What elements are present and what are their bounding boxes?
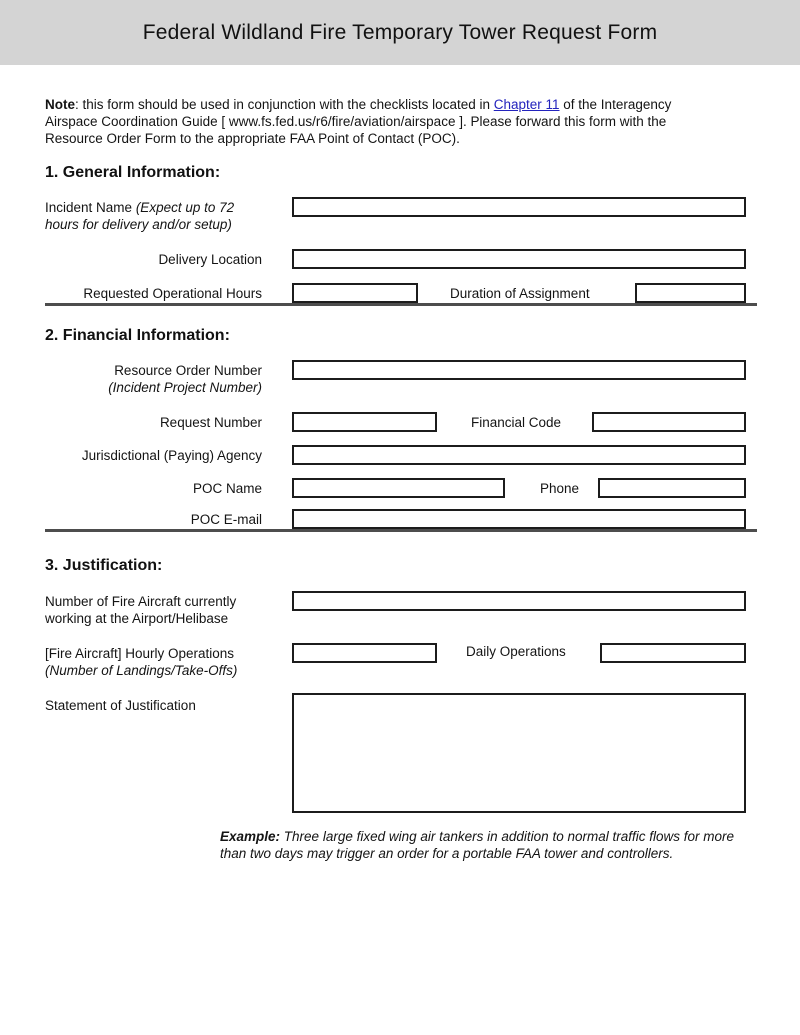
poc-name-label: POC Name xyxy=(192,480,262,496)
section-heading-justification: 3. Justification: xyxy=(45,557,163,574)
chapter-11-link[interactable]: Chapter 11 xyxy=(493,97,560,112)
jurisdictional-agency-label: Jurisdictional (Paying) Agency xyxy=(81,447,262,463)
hourly-operations-input[interactable] xyxy=(292,643,437,663)
field-row-poc-name xyxy=(45,478,746,498)
duration-label: Duration of Assignment xyxy=(450,285,590,301)
poc-email-input[interactable] xyxy=(292,509,746,529)
delivery-location-input[interactable] xyxy=(292,249,746,269)
note-label: Note xyxy=(45,97,75,112)
resource-order-input[interactable] xyxy=(292,360,746,380)
requested-hours-input[interactable] xyxy=(292,283,418,303)
example-paragraph xyxy=(220,828,746,862)
poc-name-input[interactable] xyxy=(292,478,505,498)
section-divider xyxy=(45,303,757,306)
example-label: Example: xyxy=(220,829,281,844)
section-divider xyxy=(45,529,757,532)
note-paragraph xyxy=(45,96,705,147)
daily-operations-input[interactable] xyxy=(600,643,746,663)
financial-code-input[interactable] xyxy=(592,412,746,432)
hourly-operations-label: [Fire Aircraft] Hourly Operations (Number of Landings/Take-Offs) xyxy=(45,646,238,678)
section-heading-general: 1. General Information: xyxy=(45,164,221,181)
field-row-statement xyxy=(45,693,746,813)
jurisdictional-agency-input[interactable] xyxy=(292,445,746,465)
example-text: Three large fixed wing air tankers in addition to normal traffic flows for more than two days may trigger an order for a portable FAA tower and controllers. xyxy=(220,829,734,861)
field-row-incident-name xyxy=(45,197,746,233)
statement-textarea[interactable] xyxy=(292,693,746,813)
phone-input[interactable] xyxy=(598,478,746,498)
field-row-request-number xyxy=(45,412,746,432)
financial-code-label: Financial Code xyxy=(471,414,562,430)
incident-name-input[interactable] xyxy=(292,197,746,217)
delivery-location-label: Delivery Location xyxy=(158,251,262,267)
note-text-before-link: : this form should be used in conjunction with the checklists located in xyxy=(75,97,494,112)
daily-operations-label: Daily Operations xyxy=(466,644,566,659)
form-content xyxy=(0,96,800,862)
field-row-hourly-operations xyxy=(45,643,746,679)
field-row-operational-hours xyxy=(45,283,746,303)
field-row-resource-order xyxy=(45,360,746,396)
num-aircraft-label: Number of Fire Aircraft currently working at the Airport/Helibase xyxy=(45,594,237,626)
duration-input[interactable] xyxy=(635,283,746,303)
field-row-delivery-location xyxy=(45,249,746,269)
phone-label: Phone xyxy=(540,480,580,496)
note-text-after-link: of the Interagency Airspace Coordination Guide [ www.fs.fed.us/r6/fire/aviation/airspace ]. Please forward this form with the Resource Order Form to the appropriate FAA Point of Contact (POC). xyxy=(45,97,672,146)
form-title-bar xyxy=(0,0,800,65)
resource-order-label: Resource Order Number (Incident Project Number) xyxy=(108,363,262,395)
section-heading-financial: 2. Financial Information: xyxy=(45,327,230,344)
field-row-jurisdictional-agency xyxy=(45,445,746,465)
incident-name-label: Incident Name (Expect up to 72 hours for delivery and/or setup) xyxy=(45,200,235,232)
form-title: Federal Wildland Fire Temporary Tower Request Form xyxy=(142,21,658,44)
request-number-label: Request Number xyxy=(159,414,262,430)
request-number-input[interactable] xyxy=(292,412,437,432)
field-row-num-aircraft xyxy=(45,591,746,627)
statement-label: Statement of Justification xyxy=(45,698,196,713)
field-row-poc-email xyxy=(45,509,746,529)
poc-email-label: POC E-mail xyxy=(190,511,262,527)
num-aircraft-input[interactable] xyxy=(292,591,746,611)
requested-hours-label: Requested Operational Hours xyxy=(83,285,262,301)
